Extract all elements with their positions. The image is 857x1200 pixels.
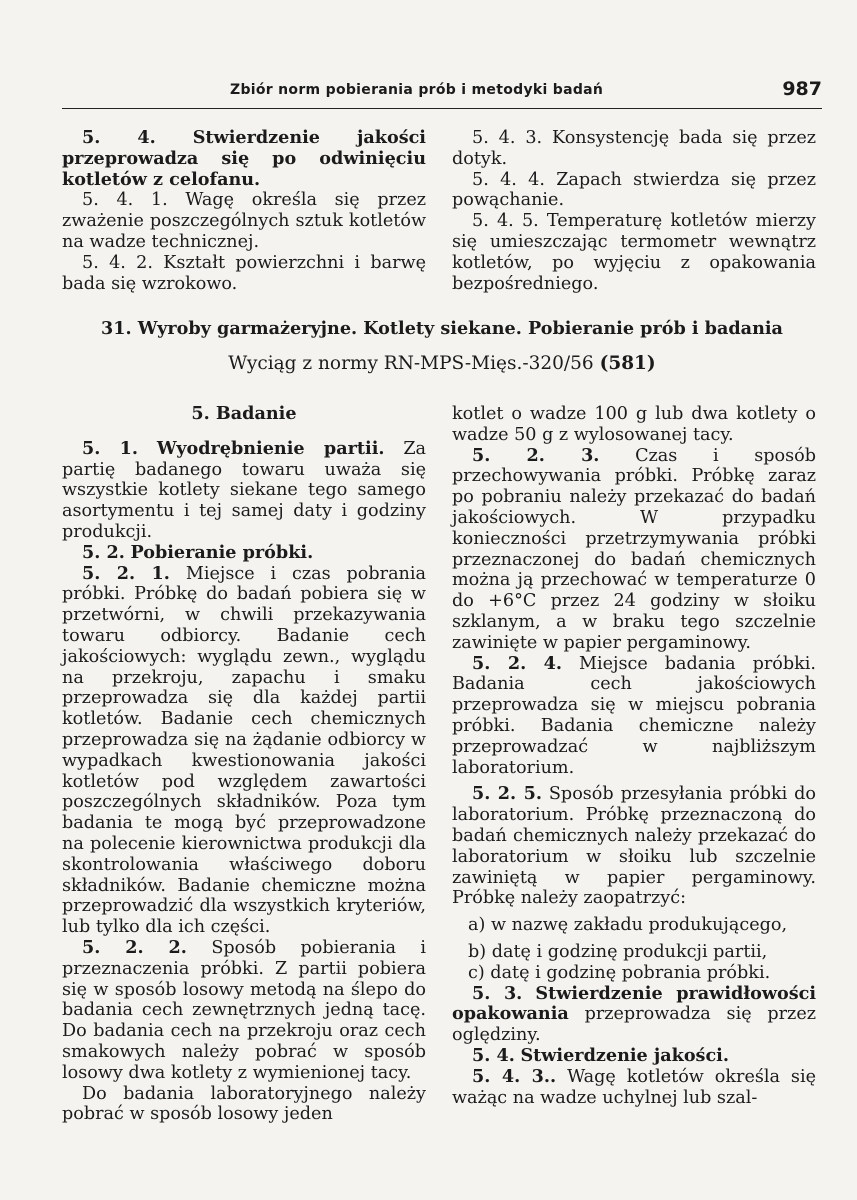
top-left-para-3: 5. 4. 2. Kształt powierzchni i barwę bada się wzrokowo.: [62, 252, 426, 294]
para-5-1: 5. 1. Wyodrębnienie partii. Za partię badanego towaru uważa się wszystkie kotlety siekane tego samego asortymentu i tej samej daty i godziny produkcji.: [62, 437, 427, 542]
running-header: [62, 78, 822, 109]
para-continued: kotlet o wadze 100 g lub dwa kotlety o wadze 50 g z wylosowanej tacy.: [452, 404, 816, 445]
main-right-column: [452, 404, 816, 1108]
para-5-2-3: 5. 2. 3. Czas i sposób przechowywania próbki. Próbkę zaraz po pobraniu należy przekazać do badań jakościowych. W przypadku konieczności przetrzymywania próbki przeznaczonej do badań chemicznych można ją przechować w temperaturze 0 do +6°C przez 24 godziny w słoiku szklanym, a w braku tego szczelnie zawinięte w papier pergaminowy.: [452, 444, 816, 653]
chapter-heading: 5. Badanie: [191, 403, 297, 424]
para-5-2: 5. 2. Pobieranie próbki.: [82, 541, 314, 563]
standard-number: (581): [599, 353, 656, 374]
para-5-2-4: 5. 2. 4. Miejsce badania próbki. Badania cech jakościowych przeprowadza się w miejscu pobrania próbki. Badania chemiczne należy przeprowadzać w najbliższym laboratorium.: [452, 652, 816, 778]
para-5-1-title: Wyodrębnienie partii.: [156, 437, 385, 459]
main-left-column: [62, 404, 426, 1125]
para-5-4-title: Stwierdzenie jakości.: [520, 1044, 729, 1066]
para-5-3: 5. 3. Stwierdzenie prawidłowości opakowania przeprowadza się przez oględziny.: [452, 982, 817, 1046]
para-lab-sampling: Do badania laboratoryjnego należy pobrać w sposób losowy jeden: [62, 1083, 426, 1125]
list-item-c: c) datę i godzinę pobrania próbki.: [468, 962, 771, 983]
standard-reference: Wyciąg z normy RN-MPS-Mięs.-320/56: [228, 353, 594, 374]
top-right-column: [452, 128, 816, 294]
top-right-para-3: 5. 4. 5. Temperaturę kotletów mierzy się umieszczając termometr wewnątrz kotletów, po wyjęciu z opakowania bezpośredniego.: [452, 211, 816, 294]
para-5-2-2: 5. 2. 2. Sposób pobierania i przeznaczenia próbki. Z partii pobiera się w sposób losowy metodą na ślepo do badania cech zewnętrznych jedną tacę. Do badania cech na przekroju oraz cech smakowych należy pobrać w sposób losowy dwa kotlety z wymienionej tacy.: [62, 936, 427, 1083]
para-5-2-title: Pobieranie próbki.: [130, 541, 314, 563]
para-5-4-3: 5. 4. 3.. Wagę kotletów określa się ważąc na wadze uchylnej lub szal-: [452, 1065, 817, 1108]
para-5-4: 5. 4. Stwierdzenie jakości.: [472, 1044, 729, 1066]
list-item-b: b) datę i godzinę produkcji partii,: [468, 941, 768, 962]
top-left-para-2: 5. 4. 1. Wagę określa się przez zważenie poszczególnych sztuk kotletów na wadze technicznej.: [62, 190, 426, 252]
page-number: 987: [782, 78, 822, 100]
para-5-2-1: 5. 2. 1. Miejsce i czas pobrania próbki. Próbkę do badań pobiera się w przetwórni, w chwili przekazywania towaru odbiorcy. Badanie cech jakościowych: wyglądu zewn., wyglądu na przekroju, zapachu i smaku przeprowadza się dla każdej partii kotletów. Badanie cech chemicznych przeprowadza się na żądanie odbiorcy w wypadkach kwestionowania jakości kotletów pod względem zawartości poszczególnych składników. Poza tym badania te mogą być przeprowadzone na polecenie kierownictwa produkcji dla skontrolowania właściwego doboru składników. Badanie chemiczne można przeprowadzić dla wszystkich kryteriów, lub tylko dla ich części.: [62, 562, 427, 938]
para-5-2-5: 5. 2. 5. Sposób przesyłania próbki do laboratorium. Próbkę przeznaczoną do badań chemicznych należy przekazać do laboratorium w słoiku lub szczelnie zawiniętą w papier pergaminowy. Próbkę należy zaopatrzyć:: [452, 783, 816, 909]
top-left-para-1: 5. 4. Stwierdzenie jakości przeprowadza się po odwinięciu kotletów z celofanu.: [62, 127, 426, 190]
top-right-para-2: 5. 4. 4. Zapach stwierdza się przez powąchanie.: [452, 169, 816, 211]
section-subtitle: [62, 353, 822, 374]
section-title: 31. Wyroby garmażeryjne. Kotlety siekane. Pobieranie prób i badania: [101, 318, 783, 339]
top-left-column: [62, 128, 426, 294]
list-item-a: a) w nazwę zakładu produkującego,: [468, 915, 788, 936]
para-5-3-title: Stwierdzenie prawidłowości opakowania: [452, 982, 817, 1025]
top-right-para-1: 5. 4. 3. Konsystencję bada się przez dotyk.: [452, 128, 816, 169]
header-title: Zbiór norm pobierania prób i metodyki badań: [230, 82, 604, 98]
